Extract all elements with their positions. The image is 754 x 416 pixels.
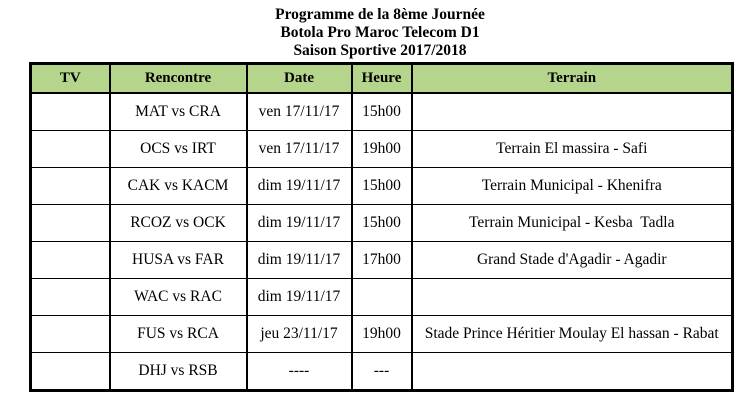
cell-terrain: Stade Prince Héritier Moulay El hassan - Rabat [412, 316, 733, 353]
title-line-journee: Programme de la 8ème Journée [275, 6, 485, 23]
title-line-saison: Saison Sportive 2017/2018 [293, 42, 467, 59]
schedule-body [31, 93, 733, 391]
table-row [31, 131, 733, 168]
cell-terrain [412, 279, 733, 316]
cell-tv [31, 93, 110, 131]
table-row [31, 93, 733, 131]
table-row [31, 316, 733, 353]
cell-rencontre: CAK vs KACM [110, 168, 247, 205]
cell-rencontre: FUS vs RCA [110, 316, 247, 353]
cell-terrain: Terrain El massira - Safi [412, 131, 733, 168]
cell-heure: 19h00 [352, 316, 412, 353]
table-row [31, 205, 733, 242]
cell-rencontre: RCOZ vs OCK [110, 205, 247, 242]
cell-date: dim 19/11/17 [247, 168, 352, 205]
table-row [31, 168, 733, 205]
cell-date: dim 19/11/17 [247, 205, 352, 242]
cell-date: ven 17/11/17 [247, 93, 352, 131]
cell-date: jeu 23/11/17 [247, 316, 352, 353]
cell-rencontre: DHJ vs RSB [110, 353, 247, 391]
cell-heure: 19h00 [352, 131, 412, 168]
cell-heure: 15h00 [352, 93, 412, 131]
cell-heure [352, 279, 412, 316]
cell-tv [31, 316, 110, 353]
cell-heure: 15h00 [352, 168, 412, 205]
header-row [31, 64, 733, 94]
column-header-date: Date [247, 64, 352, 94]
table-row [31, 242, 733, 279]
cell-rencontre: OCS vs IRT [110, 131, 247, 168]
cell-date: ---- [247, 353, 352, 391]
cell-rencontre: HUSA vs FAR [110, 242, 247, 279]
cell-terrain: Terrain Municipal - Kesba Tadla [412, 205, 733, 242]
cell-heure: --- [352, 353, 412, 391]
cell-tv [31, 131, 110, 168]
cell-tv [31, 205, 110, 242]
title-line-competition: Botola Pro Maroc Telecom D1 [280, 24, 480, 41]
table-row [31, 279, 733, 316]
cell-tv [31, 168, 110, 205]
match-schedule-table [29, 62, 734, 392]
cell-tv [31, 353, 110, 391]
cell-date: dim 19/11/17 [247, 279, 352, 316]
cell-terrain: Terrain Municipal - Khenifra [412, 168, 733, 205]
document-title [29, 6, 731, 60]
column-header-rencontre: Rencontre [110, 64, 247, 94]
cell-rencontre: WAC vs RAC [110, 279, 247, 316]
cell-rencontre: MAT vs CRA [110, 93, 247, 131]
cell-tv [31, 279, 110, 316]
cell-terrain: Grand Stade d'Agadir - Agadir [412, 242, 733, 279]
cell-date: dim 19/11/17 [247, 242, 352, 279]
table-header [31, 64, 733, 94]
cell-heure: 17h00 [352, 242, 412, 279]
cell-date: ven 17/11/17 [247, 131, 352, 168]
cell-terrain [412, 93, 733, 131]
cell-heure: 15h00 [352, 205, 412, 242]
column-header-tv: TV [31, 64, 110, 94]
column-header-heure: Heure [352, 64, 412, 94]
cell-tv [31, 242, 110, 279]
table-row [31, 353, 733, 391]
column-header-terrain: Terrain [412, 64, 733, 94]
cell-terrain [412, 353, 733, 391]
